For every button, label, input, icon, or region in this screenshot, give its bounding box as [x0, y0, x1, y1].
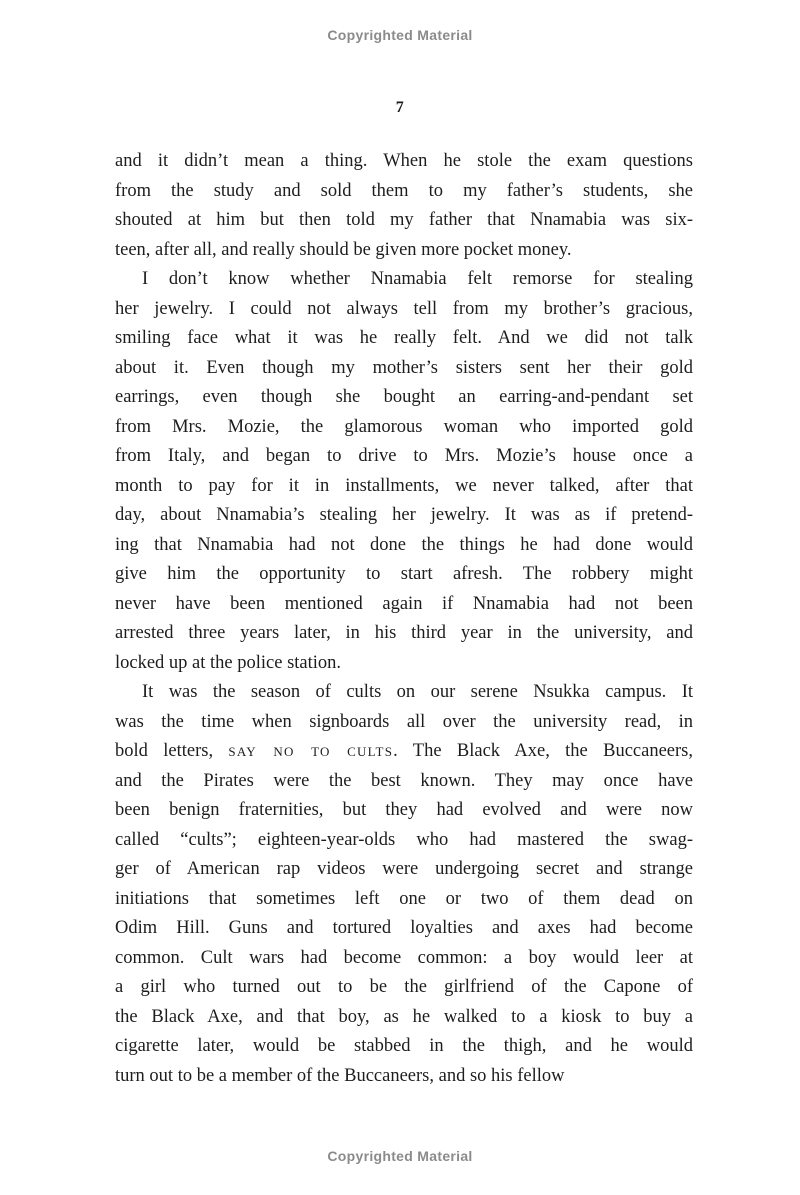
text-line: from Italy, and began to drive to Mrs. Mozie’s house once a	[115, 446, 693, 466]
text-segment: bold letters,	[115, 741, 229, 761]
text-line: and the Pirates were the best known. They may once have	[115, 770, 693, 791]
page-number: 7	[395, 99, 405, 116]
text-line: a girl who turned out to be the girlfriend of the Capone of	[115, 977, 693, 997]
text-line: initiations that sometimes left one or two of them dead on	[115, 888, 693, 909]
copyright-notice-top: Copyrighted Material	[327, 27, 473, 43]
text-line: ger of American rap videos were undergoing secret and strange	[115, 859, 693, 879]
text-line: earrings, even though she bought an earring-and-pendant set	[115, 387, 693, 407]
text-line: common. Cult wars had become common: a boy would leer at	[115, 947, 693, 968]
text-line: locked up at the police station.	[115, 652, 342, 673]
smallcaps-phrase: say no to cults	[228, 741, 394, 761]
paragraph-1	[115, 147, 693, 265]
copyright-notice-bottom: Copyrighted Material	[327, 1148, 473, 1164]
text-line: Odim Hill. Guns and tortured loyalties and axes had become	[115, 918, 693, 938]
text-line: It was the season of cults on our serene Nsukka campus. It	[142, 682, 693, 702]
text-line: teen, after all, and really should be given more pocket money.	[115, 239, 572, 260]
text-line: smiling face what it was he really felt. And we did not talk	[115, 328, 693, 348]
text-line: the Black Axe, and that boy, as he walked to a kiosk to buy a	[115, 1006, 693, 1027]
text-line: day, about Nnamabia’s stealing her jewelry. It was as if pretend-	[115, 505, 693, 525]
text-line: cigarette later, would be stabbed in the thigh, and he would	[115, 1036, 693, 1056]
text-line: shouted at him but then told my father that Nnamabia was six-	[115, 210, 693, 230]
text-line: was the time when signboards all over the university read, in	[115, 711, 693, 732]
text-line: never have been mentioned again if Nnamabia had not been	[115, 593, 693, 614]
body-text	[115, 147, 693, 1091]
text-line: ing that Nnamabia had not done the things he had done would	[115, 534, 693, 555]
text-line: her jewelry. I could not always tell from my brother’s gracious,	[115, 298, 693, 319]
paragraph-2	[115, 265, 693, 678]
text-line: month to pay for it in installments, we never talked, after that	[115, 475, 693, 496]
text-line: and it didn’t mean a thing. When he stole the exam questions	[115, 151, 693, 171]
text-line: from Mrs. Mozie, the glamorous woman who imported gold	[115, 416, 693, 437]
text-line: called “cults”; eighteen-year-olds who had mastered the swag-	[115, 829, 693, 850]
text-line-with-smallcaps	[115, 737, 693, 767]
text-line: from the study and sold them to my father’s students, she	[115, 180, 693, 201]
text-line: been benign fraternities, but they had evolved and were now	[115, 800, 693, 820]
text-line: I don’t know whether Nnamabia felt remorse for stealing	[142, 269, 693, 289]
text-line: give him the opportunity to start afresh. The robbery might	[115, 564, 693, 584]
text-line: about it. Even though my mother’s sisters sent her their gold	[115, 357, 693, 378]
text-line: arrested three years later, in his third year in the university, and	[115, 623, 693, 643]
text-line: turn out to be a member of the Buccaneers, and so his fellow	[115, 1065, 565, 1086]
text-segment: . The Black Axe, the Buccaneers,	[393, 741, 693, 761]
paragraph-3	[115, 678, 693, 1091]
